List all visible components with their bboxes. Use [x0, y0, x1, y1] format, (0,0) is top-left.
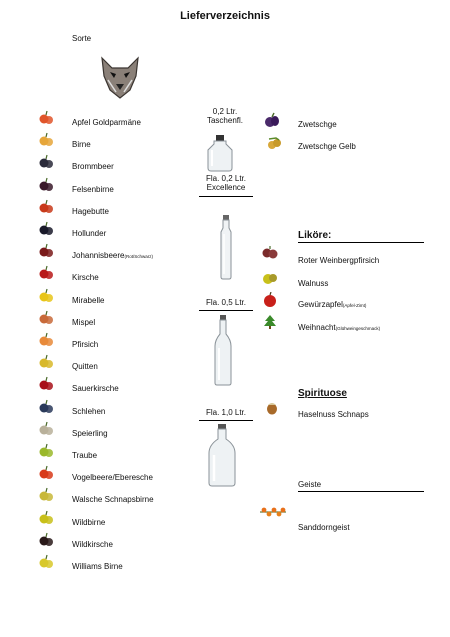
fruit-list-item: Hollunder	[72, 229, 107, 238]
wolf-logo-icon	[96, 54, 144, 100]
sorte-heading: Sorte	[72, 34, 92, 43]
right-item-zwetschge-gelb: Zwetschge Gelb	[298, 142, 356, 151]
fruit-list-item: Mirabelle	[72, 296, 105, 305]
fruit-list-item: Vogelbeere/Eberesche	[72, 473, 153, 482]
serviceberry-icon	[38, 177, 54, 193]
wild-pear-icon	[38, 510, 54, 526]
fruit-list-item: Felsenbirne	[72, 185, 114, 194]
mirabelle-icon	[38, 288, 54, 304]
half-liter-bottle-image	[212, 314, 234, 386]
right-item-haselnuss-schnaps: Haselnuss Schnaps	[298, 410, 369, 419]
divider-line	[199, 310, 253, 311]
plum-icon	[264, 112, 280, 128]
wild-cherry-icon	[38, 532, 54, 548]
blackberry-icon	[38, 154, 54, 170]
fruit-list-item: Quitten	[72, 362, 98, 371]
fruit-list-item: Brommbeer	[72, 162, 114, 171]
schnapps-pear-icon	[38, 487, 54, 503]
christmas-tree-icon	[262, 314, 278, 330]
sour-cherry-icon	[38, 376, 54, 392]
right-item-weihnacht: Weihnacht(Glühweingeschmack)	[298, 323, 381, 332]
fruit-list-item: Apfel Goldparmäne	[72, 118, 141, 127]
medlar-icon	[38, 310, 54, 326]
fruit-list-item: Wildkirsche	[72, 540, 113, 549]
divider-line	[298, 242, 424, 243]
sea-buckthorn-icon	[258, 503, 288, 521]
fruit-list-item: Pfirsich	[72, 340, 99, 349]
bottle-size-label-1: 0,2 Ltr. Taschenfl.	[206, 107, 244, 125]
right-item-walnuss: Walnuss	[298, 279, 329, 288]
service-tree-icon	[38, 421, 54, 437]
fruit-list-item: Johannisbeere(Rot/Schwarz)	[72, 251, 153, 260]
fruit-list-item: Walsche Schnapsbirne	[72, 495, 154, 504]
rosehip-icon	[38, 199, 54, 215]
williams-pear-icon	[38, 554, 54, 570]
bottle-size-label-2: Fla. 0,2 Ltr. Excellence	[205, 174, 247, 192]
fruit-list-item: Speierling	[72, 429, 108, 438]
currant-icon	[38, 243, 54, 259]
cherry-icon	[38, 265, 54, 281]
divider-line	[199, 196, 253, 197]
quince-icon	[38, 354, 54, 370]
right-item-sanddorngeist: Sanddorngeist	[298, 523, 350, 532]
fruit-list-item: Schlehen	[72, 407, 106, 416]
spiced-apple-icon	[262, 292, 278, 308]
one-liter-bottle-image	[206, 423, 238, 487]
geiste-heading: Geiste	[298, 480, 322, 489]
rowan-icon	[38, 465, 54, 481]
divider-line	[298, 491, 424, 492]
right-item-zwetschge: Zwetschge	[298, 120, 337, 129]
peach-icon	[38, 332, 54, 348]
elderberry-icon	[38, 221, 54, 237]
yellow-plum-icon	[266, 135, 282, 151]
right-item-gewuerzapfel: Gewürzapfel(Apfel-Zimt)	[298, 300, 367, 309]
fruit-list-item: Mispel	[72, 318, 96, 327]
vineyard-peach-icon	[262, 244, 278, 260]
fruit-list-item: Kirsche	[72, 273, 99, 282]
fruit-list-item: Sauerkirsche	[72, 384, 119, 393]
fruit-list-item: Traube	[72, 451, 98, 460]
fruit-list-item: Williams Birne	[72, 562, 123, 571]
spirituose-heading: Spirituose	[298, 388, 347, 399]
page-title: Lieferverzeichnis	[180, 10, 270, 22]
sloe-icon	[38, 399, 54, 415]
excellence-bottle-image	[218, 214, 234, 280]
pear-icon	[38, 132, 54, 148]
fruit-list-item: Hagebutte	[72, 207, 109, 216]
hazelnut-icon	[264, 400, 280, 416]
bottle-size-label-3: Fla. 0,5 Ltr.	[205, 298, 247, 307]
right-item-roter-weinbergpfirsich: Roter Weinbergpfirsich	[298, 256, 380, 265]
likoere-heading: Liköre:	[298, 230, 332, 241]
grape-icon	[38, 443, 54, 459]
divider-line	[199, 420, 253, 421]
fruit-list-item: Birne	[72, 140, 91, 149]
bottle-size-label-4: Fla. 1,0 Ltr.	[205, 408, 247, 417]
apple-icon	[38, 110, 54, 126]
fruit-list-item: Wildbirne	[72, 518, 106, 527]
walnut-icon	[262, 270, 278, 286]
pocket-flask-bottle-image	[206, 134, 234, 172]
